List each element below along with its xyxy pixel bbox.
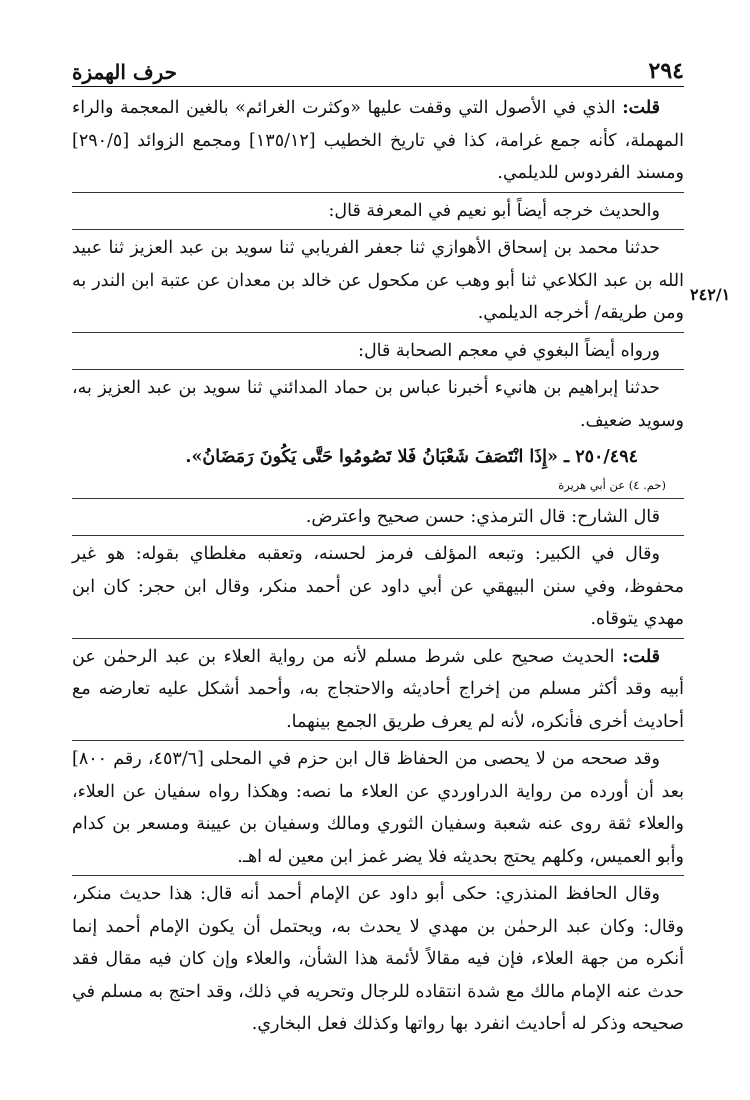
section-divider [72, 498, 684, 499]
page-body [72, 92, 684, 1041]
note-lead: قلت: [622, 646, 660, 667]
note-text: الحديث صحيح على شرط مسلم لأنه من رواية العلاء بن عبد الرحمٰن عن أبيه وقد أكثر مسلم من إخراج أحاديثه والاحتجاج به، وأحمد أشكل عليه تعارضه مع أحاديث أخرى فأنكره، لأنه لم يعرف طريق الجمع بينهما. [72, 646, 684, 732]
paragraph-4: ورواه أيضاً البغوي في معجم الصحابة قال: [358, 340, 660, 361]
running-title: حرف الهمزة [72, 60, 178, 84]
section-divider [72, 192, 684, 193]
section-divider [72, 332, 684, 333]
paragraph-6: قال الشارح: قال الترمذي: حسن صحيح واعترض. [305, 506, 660, 527]
paragraph-chain-1: حدثنا محمد بن إسحاق الأهوازي ثنا جعفر الفريابي ثنا سويد بن عبد العزيز ثنا عبيد الله بن عبد الكلاعي ثنا أبو وهب عن مكحول عن خالد بن معدان عن عتبة ابن الندر به ومن طريقه/ أخرجه الديلمي. [72, 238, 684, 323]
header-rule [72, 86, 684, 87]
paragraph-7: وقال في الكبير: وتبعه المؤلف فرمز لحسنه، وتعقبه مغلطاي بقوله: هو غير محفوظ، وفي سنن البيهقي عن أبي داود عن أحمد منكر، وقال ابن حجر: كان ابن مهدي يتوقاه. [72, 544, 684, 629]
paragraph-note-2 [72, 641, 684, 739]
note-text: الذي في الأصول التي وقفت عليها «وكثرت الغرائم» بالغين المعجمة والراء المهملة، كأنه جمع غرامة، كذا في تاريخ الخطيب [١٣٥/١٢] ومجمع الزوائد [٢٩٠/٥] ومسند الفردوس للديلمي. [72, 98, 684, 183]
paragraph-chain-2: حدثنا إبراهيم بن هانيء أخبرنا عباس بن حماد المدائني ثنا سويد بن عبد العزيز به، وسويد ضعيف. [72, 378, 684, 431]
page-header [72, 44, 684, 84]
section-divider [72, 535, 684, 536]
paragraph-10: وقال الحافظ المنذري: حكى أبو داود عن الإمام أحمد أنه قال: هذا حديث منكر، وقال: وكان عبد الرحمٰن بن مهدي لا يحدث به، ويحتمل أن يكون الإمام أحمد إنما أنكره من جهة العلاء، فإن فيه مقالاً لأئمة هذا الشأن، والعلاء وإن كان فيه مقال فقد حدث عنه الإمام مالك مع شدة انتقاده للرجال وتحريه في ذلك، وقد احتج به مسلم في صحيحه وذكر له أحاديث انفرد بها رواتها وكذلك فعل البخاري. [72, 884, 684, 1034]
paragraph-note-1 [72, 92, 684, 190]
hadith-source: (حم. ٤) عن أبي هريرة [558, 477, 666, 492]
section-divider [72, 638, 684, 639]
section-divider [72, 740, 684, 741]
page-number: ٢٩٤ [648, 58, 684, 84]
paragraph-2: والحديث خرجه أيضاً أبو نعيم في المعرفة قال: [328, 200, 660, 221]
margin-reference: ٢٤٢/١ [690, 285, 731, 304]
section-divider [72, 369, 684, 370]
section-divider [72, 875, 684, 876]
note-lead: قلت: [622, 98, 660, 118]
section-divider [72, 229, 684, 230]
hadith-text: ٢٥٠/٤٩٤ ـ «إِذَا انْتَصَفَ شَعْبَانُ فَلا تَصُومُوا حَتَّى يَكُونَ رَمَضَانُ». [185, 447, 638, 467]
paragraph-9: وقد صححه من لا يحصى من الحفاظ قال ابن حزم في المحلى [٤٥٣/٦، رقم ٨٠٠] بعد أن أورده من رواية الدراوردي عن العلاء ما نصه: وهكذا رواه سفيان عن العلاء، والعلاء ثقة روى عنه شعبة وسفيان الثوري ومالك وسفيان بن عيينة ومسعر بن كدام وأبو العميس، وكلهم يحتج بحديثه فلا يضر غمز ابن معين له اهـ. [72, 749, 684, 867]
